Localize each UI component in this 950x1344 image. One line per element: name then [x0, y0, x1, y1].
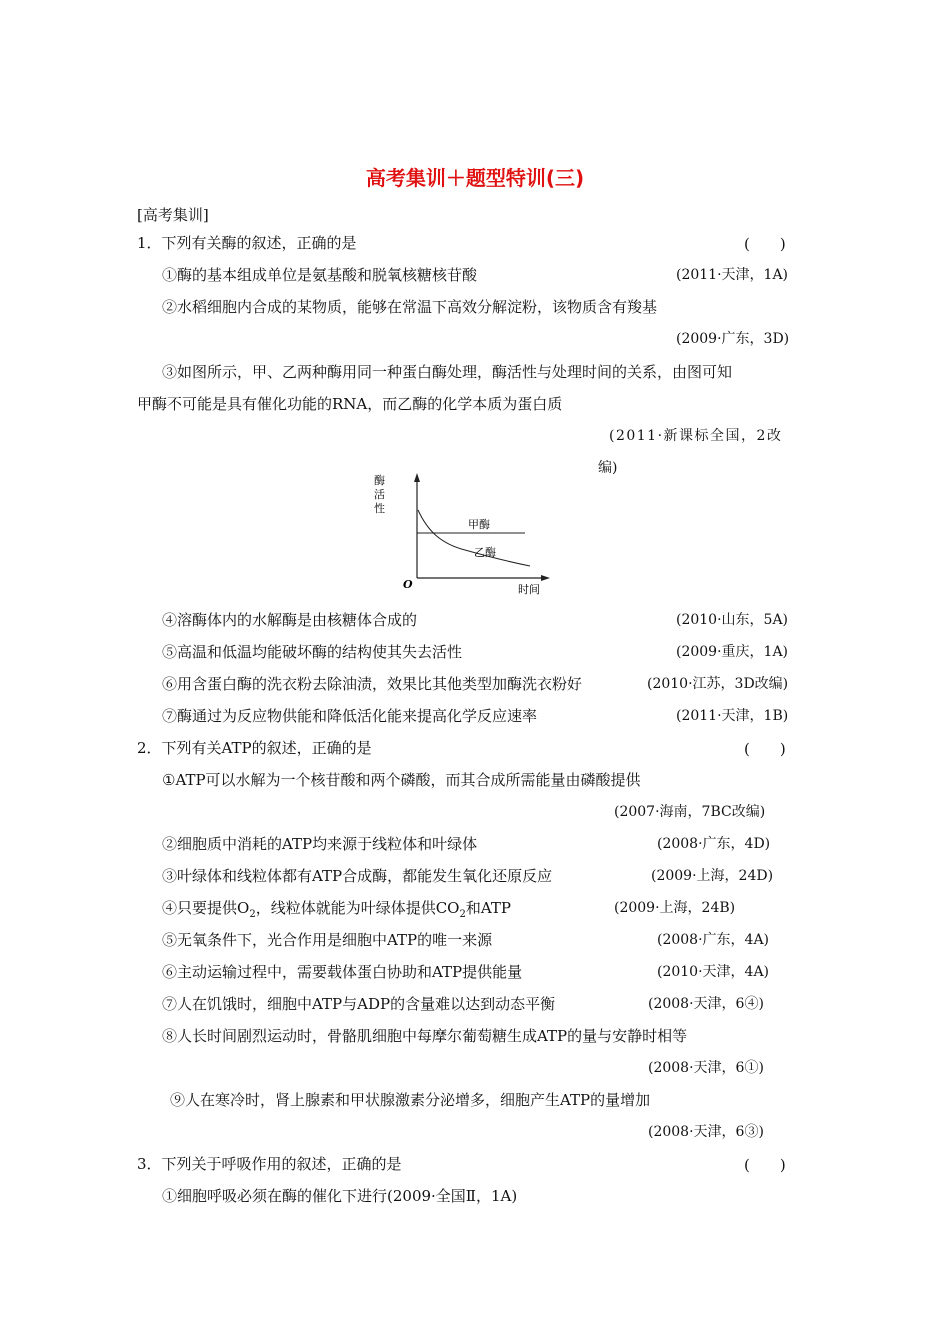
- q1-item-7-source: (2011·天津，1B): [676, 708, 789, 724]
- y-label-char-1: 酶: [374, 474, 385, 487]
- x-axis-label: 时间: [518, 583, 540, 596]
- q1-item-1-source: (2011·天津，1A): [676, 267, 789, 283]
- q1-item-3: ③如图所示，甲、乙两种酶用同一种蛋白酶处理，酶活性与处理时间的关系，由图可知: [162, 363, 733, 381]
- q2-item-4-part-a: ④只要提供O: [162, 899, 250, 917]
- q1-item-5-source: (2009·重庆，1A): [676, 644, 789, 660]
- q2-item-6: ⑥主动运输过程中，需要载体蛋白协助和ATP提供能量: [162, 963, 523, 981]
- q1-item-3-source: (2011·新课标全国，2改: [609, 428, 783, 444]
- q2-answer-blank: ( ): [744, 740, 786, 758]
- q1-item-3-cont: 甲酶不可能是具有催化功能的RNA，而乙酶的化学本质为蛋白质: [137, 395, 563, 413]
- y-label-char-3: 性: [374, 502, 385, 515]
- q2-item-5: ⑤无氧条件下，光合作用是细胞中ATP的唯一来源: [162, 931, 493, 949]
- q1-item-4-source: (2010·山东，5A): [676, 612, 789, 628]
- enzyme-activity-figure: [370, 470, 560, 600]
- q2-item-1-source: (2007·海南，7BC改编): [614, 804, 766, 820]
- q2-item-3-source: (2009·上海，24D): [651, 868, 774, 884]
- y-axis-arrow: [414, 473, 420, 482]
- q2-item-1: ①ATP可以水解为一个核苷酸和两个磷酸，而其合成所需能量由磷酸提供: [162, 771, 641, 789]
- x-axis-arrow: [541, 575, 550, 581]
- q1-item-4: ④溶酶体内的水解酶是由核糖体合成的: [162, 611, 418, 629]
- q2-item-8: ⑧人长时间剧烈运动时，骨骼肌细胞中每摩尔葡萄糖生成ATP的量与安静时相等: [162, 1027, 688, 1045]
- q2-item-8-source: (2008·天津，6①): [648, 1060, 764, 1076]
- q2-item-3: ③叶绿体和线粒体都有ATP合成酶，都能发生氧化还原反应: [162, 867, 553, 885]
- q2-item-7-source: (2008·天津，6④): [648, 996, 764, 1012]
- q1-item-1: ①酶的基本组成单位是氨基酸和脱氧核糖核苷酸: [162, 266, 478, 284]
- q2-item-4-sub-a: 2: [249, 909, 256, 920]
- q2-item-2: ②细胞质中消耗的ATP均来源于线粒体和叶绿体: [162, 835, 478, 853]
- origin-label: O: [403, 578, 413, 591]
- q1-item-3-source-cont: 编): [598, 460, 618, 476]
- q2-item-4-part-c: 和ATP: [465, 899, 511, 917]
- q2-item-9: ⑨人在寒冷时，肾上腺素和甲状腺激素分泌增多，细胞产生ATP的量增加: [170, 1091, 651, 1109]
- q1-answer-blank: ( ): [744, 235, 786, 253]
- q2-item-4-source: (2009·上海，24B): [614, 900, 736, 916]
- q1-item-5: ⑤高温和低温均能破坏酶的结构使其失去活性: [162, 643, 463, 661]
- q2-item-9-source: (2008·天津，6③): [648, 1124, 764, 1140]
- q1-item-7: ⑦酶通过为反应物供能和降低活化能来提高化学反应速率: [162, 707, 538, 725]
- q2-item-7: ⑦人在饥饿时，细胞中ATP与ADP的含量难以达到动态平衡: [162, 995, 556, 1013]
- q2-item-4: [162, 898, 511, 925]
- q2-item-4-sub-b: 2: [459, 909, 466, 920]
- q1-stem: 1．下列有关酶的叙述，正确的是: [137, 234, 357, 252]
- q1-item-6-source: (2010·江苏，3D改编): [647, 676, 789, 692]
- series-jia-label: 甲酶: [468, 518, 490, 531]
- q2-item-4-part-b: ，线粒体就能为叶绿体提供CO: [255, 899, 460, 917]
- q3-item-1: ①细胞呼吸必须在酶的催化下进行(2009·全国Ⅱ，1A): [162, 1187, 518, 1205]
- section-label: [高考集训]: [137, 206, 209, 224]
- q2-item-6-source: (2010·天津，4A): [657, 964, 770, 980]
- q2-item-2-source: (2008·广东，4D): [657, 836, 771, 852]
- series-yi-label: 乙酶: [474, 546, 496, 559]
- q1-item-2: ②水稻细胞内合成的某物质，能够在常温下高效分解淀粉，该物质含有羧基: [162, 298, 658, 316]
- y-label-char-2: 活: [374, 488, 385, 501]
- q2-item-5-source: (2008·广东，4A): [657, 932, 770, 948]
- q1-item-2-source: (2009·广东，3D): [676, 331, 790, 347]
- q3-answer-blank: ( ): [744, 1156, 786, 1174]
- q1-item-6: ⑥用含蛋白酶的洗衣粉去除油渍，效果比其他类型加酶洗衣粉好: [162, 675, 583, 693]
- page-title: 高考集训＋题型特训(三): [365, 166, 585, 190]
- q2-stem: 2．下列有关ATP的叙述，正确的是: [137, 739, 372, 757]
- q3-stem: 3．下列关于呼吸作用的叙述，正确的是: [137, 1155, 402, 1173]
